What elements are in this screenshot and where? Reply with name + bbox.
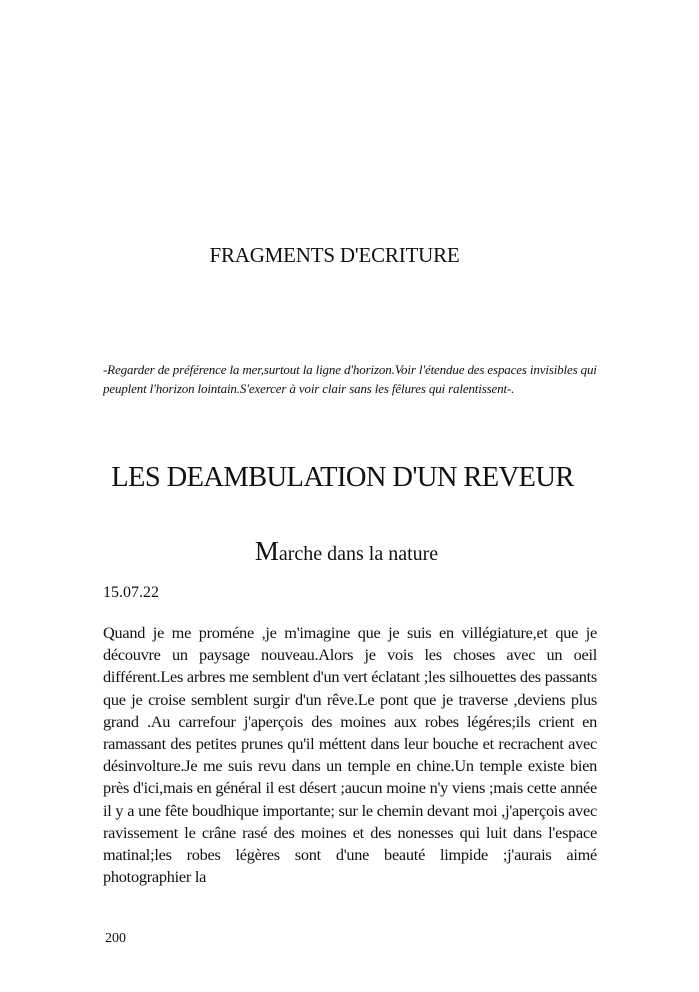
subtitle-initial: M [254, 536, 279, 566]
epigraph: -Regarder de préférence la mer,surtout la ligne d'horizon.Voir l'étendue des espaces invisibles qui peuplent l'horizon lointain.S'exercer à voir clair sans les fêlures qui ralentissent-. [103, 362, 597, 396]
subtitle-rest: arche dans la nature [278, 543, 439, 565]
body-paragraph: Quand je me proméne ,je m'imagine que je suis en villégiature,et que je découvre un paysage nouveau.Alors je vois les choses avec un oeil différent.Les arbres me semblent d'un vert éclatant ;les silhouettes des passants que je croise semblent surgir d'un rêve.Le pont que je traverse ,deviens plus grand .Au carrefour j'aperçois des moines aux robes légéres;ils crient en ramassant des petites prunes qu'il méttent dans leur bouche et recrachent avec désinvolture.Je me suis revu dans un temple en chine.Un temple existe bien près d'ici,mais en général il est désert ;aucun moine n'y viens ;mais cette année il y a une fête boudhique importante; sur le chemin devant moi ,j'aperçois avec ravissement le crâne rasé des moines et des nonesses qui luit dans l'espace matinal;les robes légères sont d'une beauté limpide ;j'aurais aimé photographier la [103, 623, 597, 887]
page-number: 200 [105, 931, 126, 946]
chapter-subtitle [0, 536, 693, 567]
chapter-title: LES DEAMBULATION D'UN REVEUR [111, 462, 574, 493]
entry-date: 15.07.22 [103, 584, 159, 601]
section-title: FRAGMENTS D'ECRITURE [209, 243, 460, 267]
